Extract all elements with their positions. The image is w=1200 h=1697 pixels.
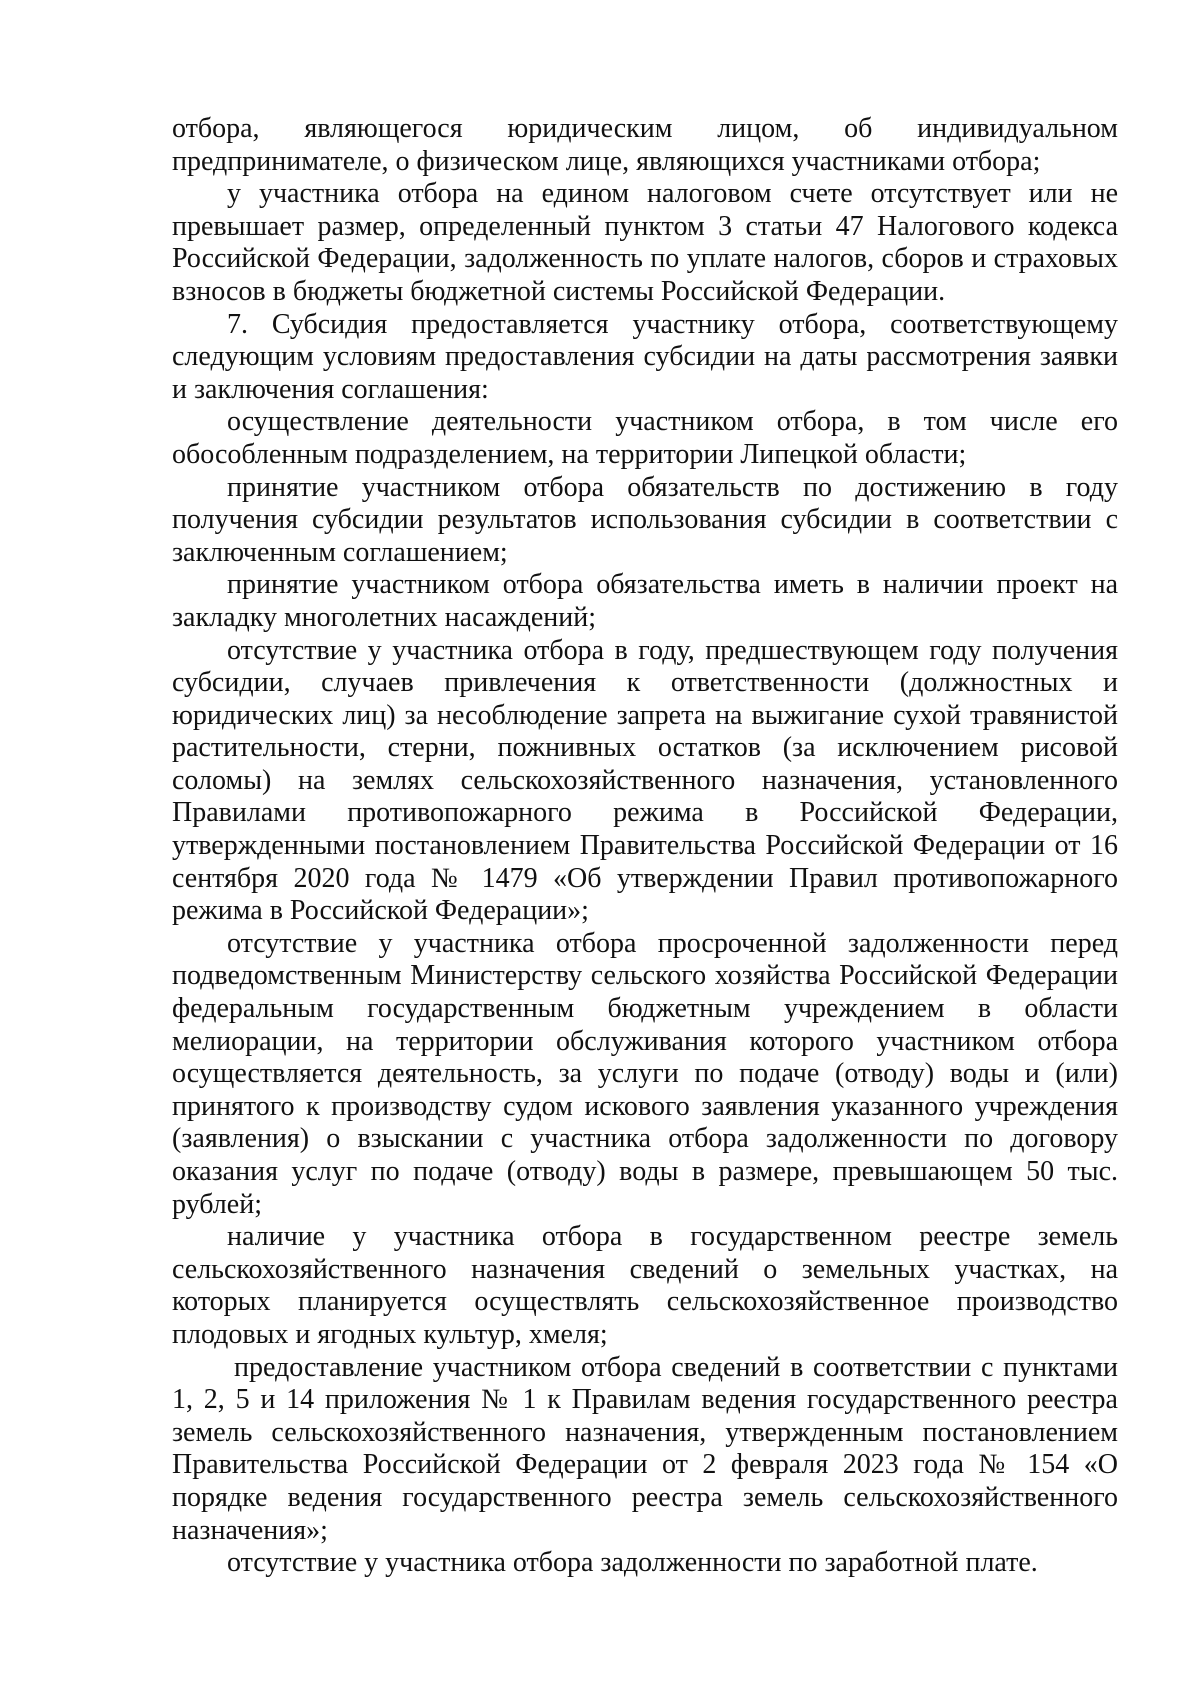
paragraph-condition-fire-rules: отсутствие у участника отбора в году, предшествующем году получения субсидии, случаев привлечения к ответственности (должностных и юридических лиц) за несоблюдение запрета на выжигание сухой травянистой растительности, стерни, пожнивных остатков (за исключением рисовой соломы) на землях сельскохозяйственного назначения, установленного Правилами противопожарного режима в Российской Федерации, утвержденными постановлением Правительства Российской Федерации от 16 сентября 2020 года № 1479 «Об утверждении Правил противопожарного режима в Российской Федерации»; — [172, 634, 1118, 927]
paragraph-condition-registry-info: предоставление участником отбора сведений в соответствии с пунктами 1, 2, 5 и 14 приложения № 1 к Правилам ведения государственного реестра земель сельскохозяйственного назначения, утвержденным постановлением Правительства Российской Федерации от 2 февраля 2023 года № 154 «О порядке ведения государственного реестра земель сельскохозяйственного назначения»; — [172, 1351, 1118, 1546]
paragraph-condition-land-registry: наличие у участника отбора в государственном реестре земель сельскохозяйственного назначения сведений о земельных участках, на которых планируется осуществлять сельскохозяйственное производство плодовых и ягодных культур, хмеля; — [172, 1221, 1118, 1350]
paragraph-condition-obligations: принятие участником отбора обязательств по достижению в году получения субсидии результатов использования субсидии в соответствии с заключенным соглашением; — [172, 471, 1118, 568]
document-body — [172, 113, 1118, 1580]
paragraph-tax-account: у участника отбора на едином налоговом счете отсутствует или не превышает размер, определенный пунктом 3 статьи 47 Налогового кодекса Российской Федерации, задолженность по уплате налогов, сборов и страховых взносов в бюджеты бюджетной системы Российской Федерации. — [172, 178, 1118, 307]
paragraph-condition-project: принятие участником отбора обязательства иметь в наличии проект на закладку многолетних насаждений; — [172, 569, 1118, 633]
paragraph-condition-territory: осуществление деятельности участником отбора, в том числе его обособленным подразделением, на территории Липецкой области; — [172, 406, 1118, 470]
paragraph-continuation: отбора, являющегося юридическим лицом, об индивидуальном предпринимателе, о физическом лице, являющихся участниками отбора; — [172, 113, 1118, 177]
paragraph-condition-wages: отсутствие у участника отбора задолженности по заработной плате. — [227, 1547, 1038, 1579]
paragraph-item-7: 7. Субсидия предоставляется участнику отбора, соответствующему следующим условиям предоставления субсидии на даты рассмотрения заявки и заключения соглашения: — [172, 308, 1118, 405]
paragraph-condition-melioration-debt: отсутствие у участника отбора просроченной задолженности перед подведомственным Министерству сельского хозяйства Российской Федерации федеральным государственным бюджетным учреждением в области мелиорации, на территории обслуживания которого участником отбора осуществляется деятельность, за услуги по подаче (отводу) воды и (или) принятого к производству судом искового заявления указанного учреждения (заявления) о взыскании с участника отбора задолженности по договору оказания услуг по подаче (отводу) воды в размере, превышающем 50 тыс. рублей; — [172, 927, 1118, 1220]
